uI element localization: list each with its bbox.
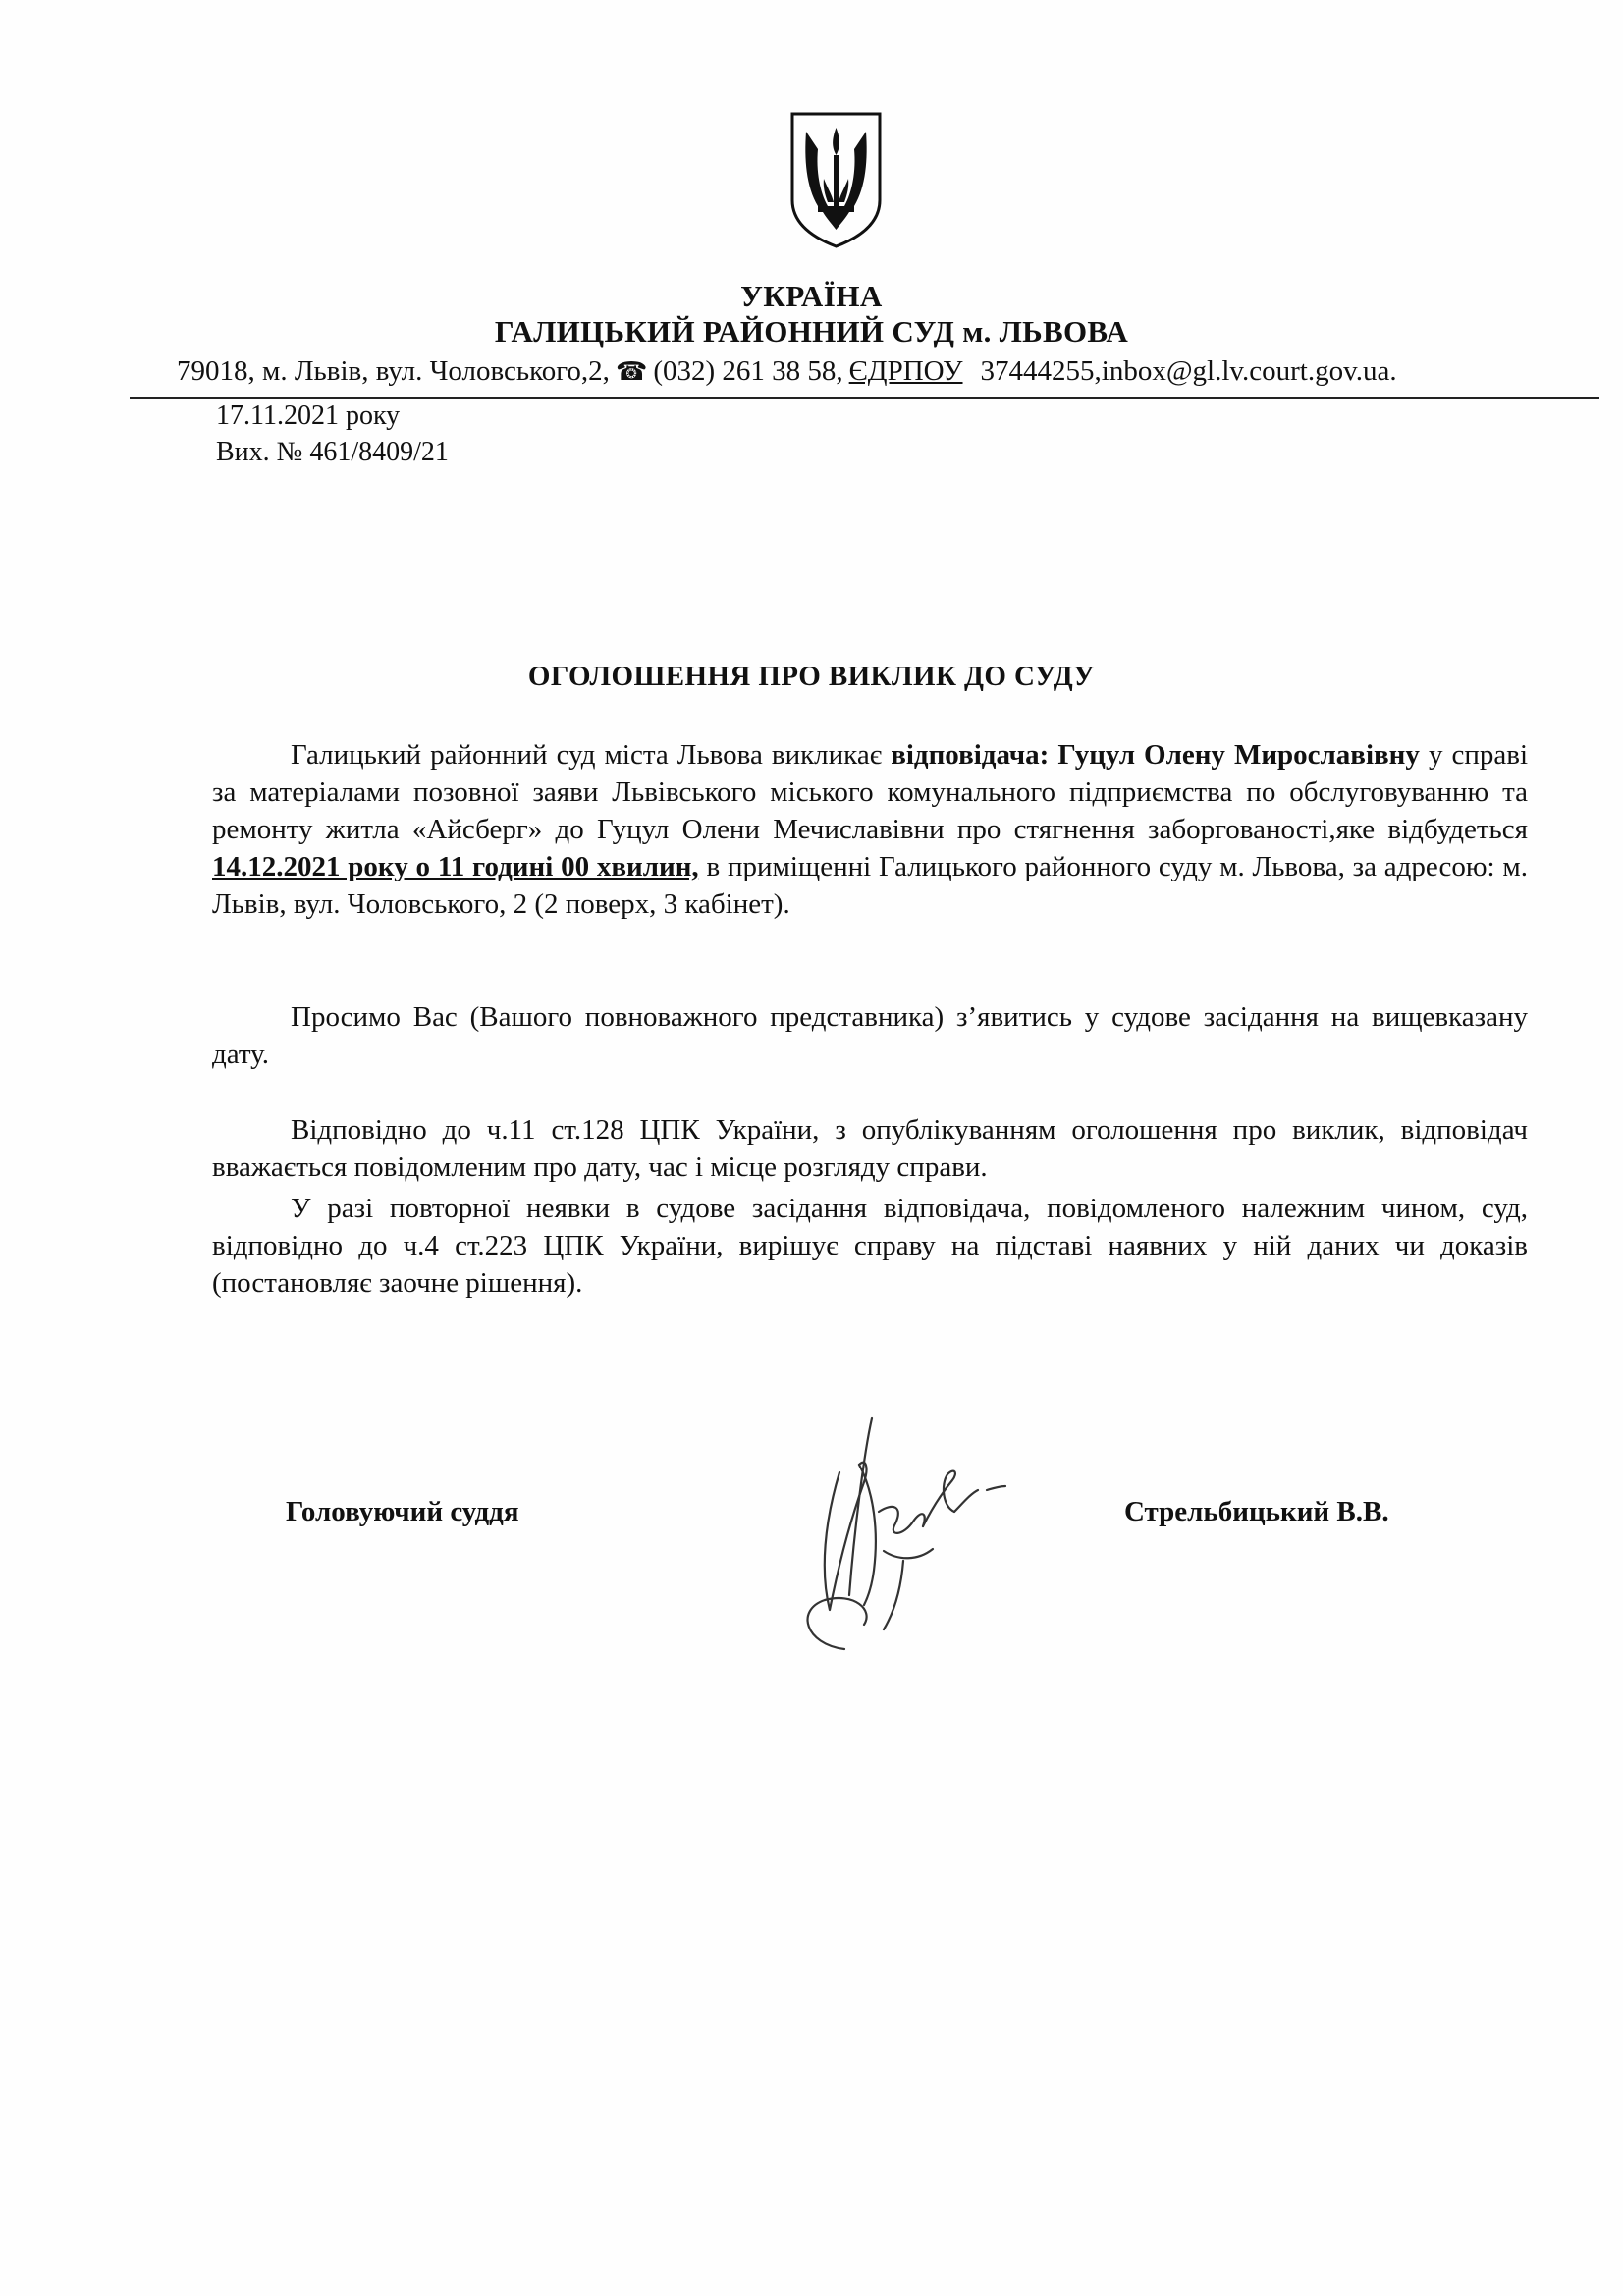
- signer-role: Головуючий суддя: [286, 1496, 519, 1527]
- edrpou-label: ЄДРПОУ: [848, 355, 963, 387]
- p1-text-1: Галицький районний суд міста Львова викликає: [291, 739, 892, 771]
- p1-text-3: в приміщенні Галицького районного суду м. Львова, за адресою: м. Львів, вул. Чоловського, 2 (2 поверх, 3 кабінет).: [212, 851, 1528, 920]
- defendant-name: відповідача: Гуцул Олену Мирославівну: [891, 739, 1420, 771]
- court-address: 79018, м. Львів, вул. Чоловського,2,: [177, 355, 610, 387]
- p1-text-2: у справі за матеріалами позовної заяви Львівського міського комунального підприємства по обслуговуванню та ремонту житла «Айсберг» до Гуцул Олени Мечиславівни про стягнення заборгованості,яке відбудеться: [212, 739, 1529, 845]
- handwritten-signature: [785, 1414, 1011, 1659]
- notice-paragraph: Відповідно до ч.11 ст.128 ЦПК України, з опублікуванням оголошення про виклик, відповідач вважається повідомленим про дату, час і місце розгляду справи.: [212, 1114, 1528, 1183]
- signer-name: Стрельбицький В.В.: [1124, 1496, 1389, 1527]
- request-paragraph: Просимо Вас (Вашого повноважного представника) з’явитись у судове засідання на вищевказану дату.: [212, 1001, 1528, 1070]
- telephone-icon: ☎: [615, 357, 648, 386]
- trident-coat-of-arms-icon: [788, 110, 884, 249]
- absence-paragraph: У разі повторної неявки в судове засідання відповідача, повідомленого належним чином, суд, відповідно до ч.4 ст.223 ЦПК України, вирішує справу на підставі наявних у ній даних чи доказів (постановляє заочне рішення).: [212, 1193, 1528, 1299]
- court-phone: (032) 261 38 58,: [653, 355, 843, 387]
- edrpou-email: 37444255,inbox@gl.lv.court.gov.ua.: [980, 355, 1397, 387]
- document-title: ОГОЛОШЕННЯ ПРО ВИКЛИК ДО СУДУ: [527, 661, 1096, 692]
- header-divider: [130, 397, 1599, 399]
- document-date: 17.11.2021 року: [216, 400, 401, 431]
- court-heading: ГАЛИЦЬКИЙ РАЙОННИЙ СУД м. ЛЬВОВА: [494, 314, 1129, 348]
- hearing-datetime: 14.12.2021 року о 11 годині 00 хвилин,: [212, 851, 699, 882]
- outgoing-number: Вих. № 461/8409/21: [216, 437, 449, 467]
- court-contacts: [177, 355, 1591, 388]
- country-heading: УКРАЇНА: [740, 279, 883, 313]
- summons-paragraph: [212, 736, 1528, 923]
